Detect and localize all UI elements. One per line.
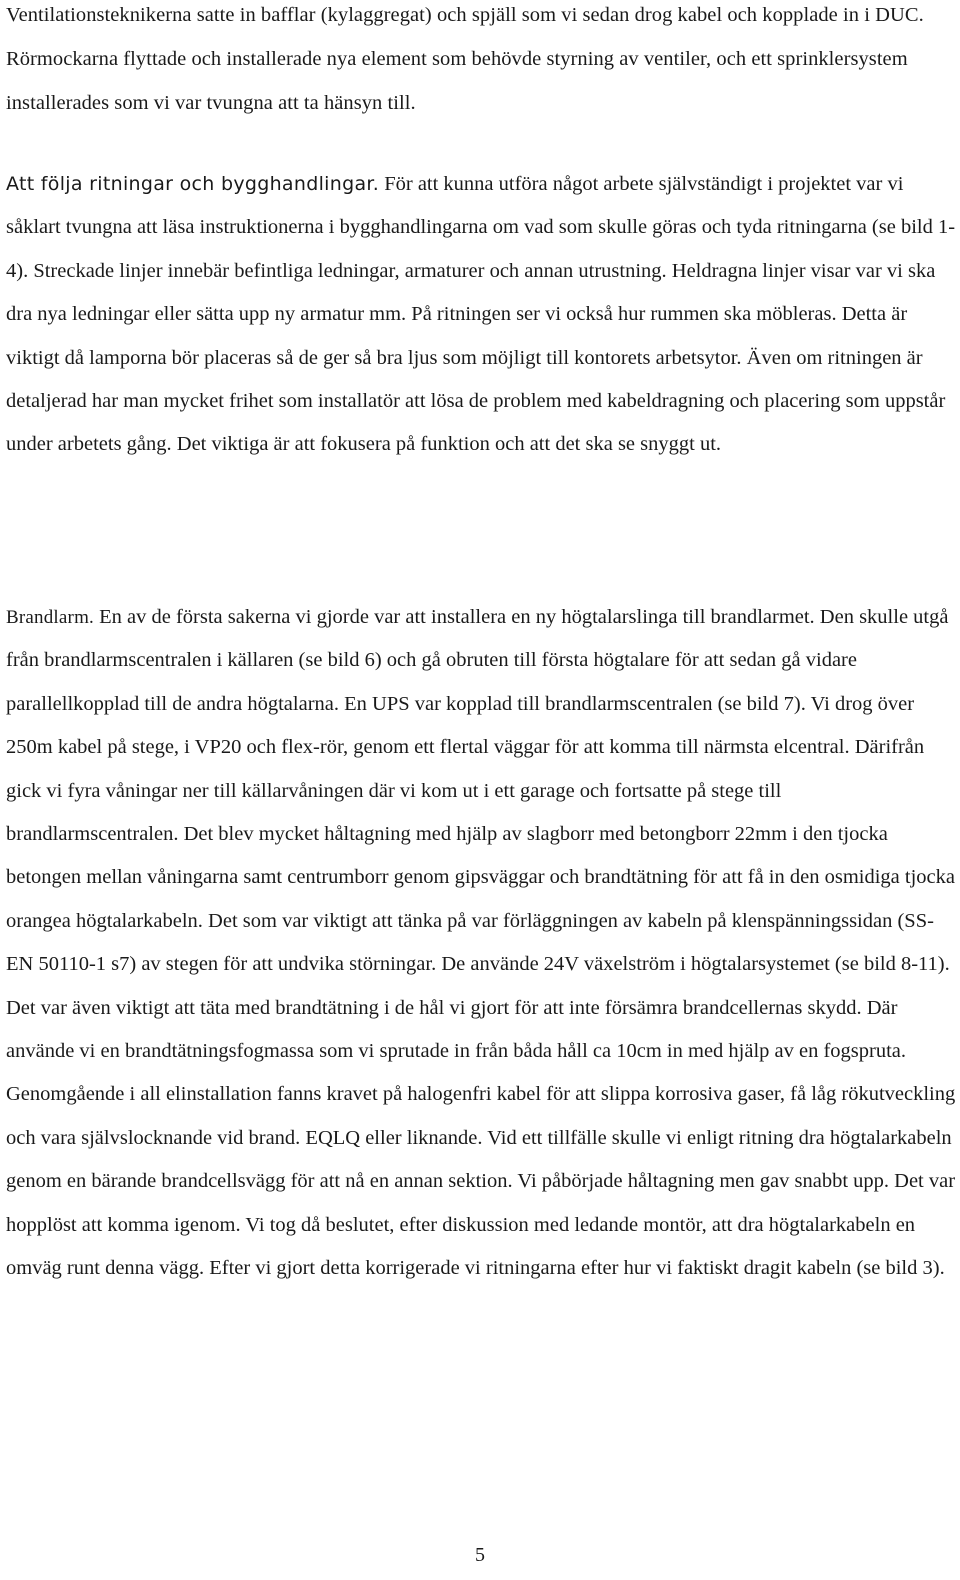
paragraph-drawings — [6, 163, 956, 467]
page-number: 5 — [475, 1544, 485, 1566]
section-body-fire-alarm: En av de första sakerna vi gjorde var att installera en ny högtalarslinga till brandlarmet. Den skulle utgå från brandlarmscentralen i källaren (se bild 6) och gå obruten till första högtalare för att sedan gå vidare parallellkopplad till de andra högtalarna. En UPS var kopplad till brandlarmscentralen (se bild 7). Vi drog över 250m kabel på stege, i VP20 och flex-rör, genom ett flertal väggar för att komma till närmsta elcentral. Därifrån gick vi fyra våningar ner till källarvåningen där vi kom ut i ett garage och fortsatte på stege till brandlarmscentralen. Det blev mycket håltagning med hjälp av slagborr med betongborr 22mm i den tjocka betongen mellan våningarna samt centrumborr genom gipsväggar och brandtätning för att få in den osmidiga tjocka orangea högtalarkabeln. Det som var viktigt att tänka på var förläggningen av kabeln på klenspänningssidan (SS-EN 50110-1 s7) av stegen för att undvika störningar. De använde 24V växelström i högtalarsystemet (se bild 8-11). Det var även viktigt att täta med brandtätning i de hål vi gjort för att inte försämra brandcellernas skydd. Där använde vi en brandtätningsfogmassa som vi sprutade in från båda håll ca 10cm in med hjälp av en fogspruta. Genomgående i all elinstallation fanns kravet på halogenfri kabel för att slippa korrosiva gaser, få låg rökutveckling och vara självslocknande vid brand. EQLQ eller liknande. Vid ett tillfälle skulle vi enligt ritning dra högtalarkabeln genom en bärande brandcellsvägg för att nå en annan sektion. Vi påbörjade håltagning men gav snabbt upp. Det var hopplöst att komma igenom. Vi tog då beslutet, efter diskussion med ledande montör, att dra högtalarkabeln en omväg runt denna vägg. Efter vi gjort detta korrigerade vi ritningarna efter hur vi faktiskt dragit kabeln (se bild 3). — [6, 606, 956, 1280]
paragraph-ventilation: Ventilationsteknikerna satte in bafflar (kylaggregat) och spjäll som vi sedan drog kabel och kopplade in i DUC. Rörmockarna flyttade och installerade nya element som behövde styrning av ventiler, och ett sprinklersystem installerades som vi var tvungna att ta hänsyn till. — [6, 4, 924, 114]
section-heading-fire-alarm: Brandlarm. — [6, 607, 95, 628]
paragraph-fire-alarm — [6, 596, 956, 1291]
section-body-drawings: För att kunna utföra något arbete självständigt i projektet var vi såklart tvungna att läsa instruktionerna i bygghandlingarna om vad som skulle göras och tyda ritningarna (se bild 1-4). Streckade linjer innebär befintliga ledningar, armaturer och annan utrustning. Heldragna linjer visar var vi ska dra nya ledningar eller sätta upp ny armatur mm. På ritningen ser vi också hur rummen ska möbleras. Detta är viktigt då lamporna bör placeras så de ger så bra ljus som möjligt till kontorets arbetsytor. Även om ritningen är detaljerad har man mycket frihet som installatör att lösa de problem med kabeldragning och placering som uppstår under arbetets gång. Det viktiga är att fokusera på funktion och att det ska se snyggt ut. — [6, 173, 956, 456]
section-heading-drawings: Att följa ritningar och bygghandlingar. — [6, 173, 380, 195]
